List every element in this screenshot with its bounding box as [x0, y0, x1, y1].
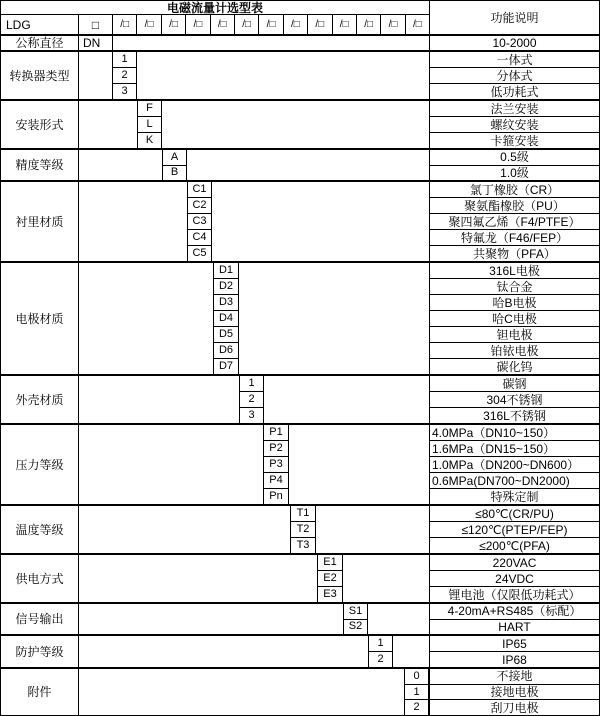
code-column [213, 263, 239, 374]
header-left [1, 1, 429, 34]
code-cell: 1 [405, 685, 428, 701]
category-label: 压力等级 [1, 425, 79, 504]
function-column-header: 功能说明 [429, 1, 599, 34]
function-cell: 316L不锈钢 [483, 408, 546, 423]
code-area [79, 555, 429, 602]
function-cell: 碳钢 [430, 376, 599, 392]
function-column [429, 555, 599, 602]
function-cell: 316L电极 [430, 263, 599, 279]
code-slot-6: /□ [235, 15, 259, 34]
band-accuracy [1, 148, 599, 180]
code-slot-5: /□ [211, 15, 235, 34]
code-cell: T1 [291, 506, 315, 522]
category-label: 信号输出 [1, 604, 79, 634]
code-cell: C5 [192, 247, 207, 259]
spacer [113, 36, 429, 50]
code-area [79, 604, 429, 634]
function-cell: 碳化钨 [496, 359, 533, 374]
category-label: 附件 [1, 669, 79, 715]
function-cell: 锂电池（仅限低功耗式） [448, 587, 581, 602]
function-cell: IP65 [430, 636, 599, 652]
code-cell: 2 [377, 653, 384, 665]
band-power-supply [1, 553, 599, 602]
code-cell: C2 [188, 198, 211, 214]
function-cell: 法兰安装 [430, 101, 599, 117]
function-cell: 铂铱电极 [430, 343, 599, 359]
code-column [404, 669, 429, 715]
code-cell: P2 [264, 441, 288, 457]
function-cell: 1.6MPa（DN15~150） [430, 441, 599, 457]
function-cell: 10-2000 [492, 36, 537, 50]
category-label: 转换器类型 [1, 52, 79, 99]
band-housing-material [1, 374, 599, 423]
band-liner-material [1, 180, 599, 261]
code-cell: 2 [413, 701, 420, 714]
code-slot-11: /□ [357, 15, 381, 34]
function-cell: 接地电极 [430, 685, 599, 701]
code-cell: A [163, 150, 186, 166]
category-label: 电极材质 [1, 263, 79, 374]
code-cell: DN [79, 36, 113, 50]
code-area [79, 52, 429, 99]
code-area [79, 101, 429, 148]
code-column [112, 52, 137, 99]
code-cell: D7 [218, 360, 234, 372]
function-cell: 哈B电极 [430, 295, 599, 311]
function-cell: 0.5级 [430, 150, 599, 166]
function-cell: 刮刀电极 [490, 700, 539, 715]
code-cell: C4 [188, 230, 211, 246]
code-cell: 1 [369, 636, 392, 652]
function-column [429, 101, 599, 148]
category-label: 外壳材质 [1, 376, 79, 423]
code-column [368, 636, 393, 667]
function-cell: 0.6MPa(DN700~DN2000) [430, 473, 599, 489]
code-cell: E1 [318, 555, 342, 571]
code-column [187, 182, 212, 261]
function-cell: 低功耗式 [490, 84, 539, 99]
code-slot-10: /□ [333, 15, 357, 34]
function-cell: 304不锈钢 [430, 392, 599, 408]
code-cell: B [170, 166, 179, 179]
code-cell: T3 [296, 539, 310, 551]
function-cell: 4.0MPa（DN10~150） [430, 425, 599, 441]
code-cell: E3 [323, 588, 337, 600]
function-column [429, 52, 599, 99]
code-slot-1: /□ [113, 15, 137, 34]
code-cell: 3 [248, 409, 255, 421]
code-slot-8: /□ [284, 15, 308, 34]
code-area [79, 425, 429, 504]
function-column [429, 604, 599, 634]
code-cell: C1 [188, 182, 211, 198]
band-pressure-rating [1, 423, 599, 504]
function-cell: 分体式 [430, 68, 599, 84]
code-cell: 1 [113, 52, 136, 68]
code-column [317, 555, 343, 602]
code-area [79, 263, 429, 374]
function-column [429, 36, 599, 50]
function-column [429, 636, 599, 667]
category-label: 衬里材质 [1, 182, 79, 261]
function-cell: HART [498, 619, 531, 634]
function-column [429, 150, 599, 180]
band-temperature-rating [1, 504, 599, 553]
function-column [429, 376, 599, 423]
function-cell: 220VAC [430, 555, 599, 571]
band-accessories [1, 667, 599, 715]
code-area [79, 376, 429, 423]
code-slot-2: /□ [137, 15, 161, 34]
header-band [1, 1, 599, 34]
function-cell: 哈C电极 [430, 311, 599, 327]
code-slot-12: /□ [381, 15, 405, 34]
band-converter-type [1, 50, 599, 99]
function-cell: 特殊定制 [490, 489, 539, 504]
code-cell: 2 [113, 68, 136, 84]
function-cell: 24VDC [430, 571, 599, 587]
band-signal-output [1, 602, 599, 634]
category-label: 供电方式 [1, 555, 79, 602]
code-column [162, 150, 187, 180]
category-label: 温度等级 [1, 506, 79, 553]
code-cell: C3 [188, 214, 211, 230]
category-label: 精度等级 [1, 150, 79, 180]
function-cell: 4-20mA+RS485（标配） [430, 604, 599, 620]
code-cell: E2 [318, 571, 342, 587]
code-column [343, 604, 368, 634]
code-cell: 0 [405, 669, 428, 685]
function-cell: 钽电极 [430, 327, 599, 343]
function-cell: 1.0级 [500, 165, 529, 180]
band-install-type [1, 99, 599, 148]
function-cell: 卡箍安装 [490, 133, 539, 148]
code-slot-9: /□ [308, 15, 332, 34]
code-slot-7: /□ [259, 15, 283, 34]
function-cell: 钛合金 [430, 279, 599, 295]
code-cell: P3 [264, 457, 288, 473]
code-area [79, 506, 429, 553]
model-code-row [1, 15, 429, 34]
function-cell: 1.0MPa（DN200~DN600） [430, 457, 599, 473]
function-column [429, 182, 599, 261]
code-cell: S2 [348, 620, 363, 633]
code-column [290, 506, 316, 553]
code-area [79, 636, 429, 667]
code-cell: D4 [214, 311, 238, 327]
code-cell: D5 [214, 327, 238, 343]
band-nominal-diameter [1, 34, 599, 50]
function-column [429, 263, 599, 374]
code-area [79, 669, 429, 715]
function-cell: ≤120℃(PTEP/FEP) [430, 522, 599, 538]
code-cell: T2 [291, 522, 315, 538]
code-column [239, 376, 264, 423]
code-cell: Pn [269, 490, 283, 502]
code-slot-4: /□ [186, 15, 210, 34]
function-column [429, 425, 599, 504]
code-column [263, 425, 289, 504]
code-cell: D6 [214, 343, 238, 359]
code-column [137, 101, 162, 148]
code-cell: D3 [214, 295, 238, 311]
function-cell: 共聚物（PFA） [473, 246, 556, 261]
function-cell: IP68 [502, 652, 527, 667]
code-area [79, 182, 429, 261]
function-cell: 聚氨酯橡胶（PU） [430, 198, 599, 214]
code-area [79, 150, 429, 180]
function-cell: 不接地 [430, 669, 599, 685]
band-protection-rating [1, 634, 599, 667]
function-cell: 特氟龙（F46/FEP） [430, 230, 599, 246]
code-cell: F [138, 101, 161, 117]
code-cell: S1 [344, 604, 367, 620]
code-cell: 2 [240, 392, 263, 408]
function-column [429, 506, 599, 553]
category-label: 安装形式 [1, 101, 79, 148]
code-cell: 3 [121, 85, 128, 97]
code-cell: D1 [214, 263, 238, 279]
function-cell: ≤80℃(CR/PU) [430, 506, 599, 522]
function-cell: ≤200℃(PFA) [479, 538, 550, 553]
code-slot-3: /□ [162, 15, 186, 34]
model-prefix: LDG [1, 15, 79, 34]
code-cell: 1 [240, 376, 263, 392]
code-slot-13: /□ [412, 18, 422, 30]
function-cell: 氯丁橡胶（CR） [430, 182, 599, 198]
code-cell: P1 [264, 425, 288, 441]
function-cell: 聚四氟乙烯（F4/PTFE） [430, 214, 599, 230]
band-electrode-material [1, 261, 599, 374]
function-cell: 一体式 [430, 52, 599, 68]
page-title: 电磁流量计选型表 [1, 1, 429, 15]
code-cell: P4 [264, 473, 288, 489]
category-label: 防护等级 [1, 636, 79, 667]
code-cell: D2 [214, 279, 238, 295]
function-column [429, 669, 599, 715]
function-cell: 螺纹安装 [430, 117, 599, 133]
code-cell: K [145, 134, 154, 146]
category-label: 公称直径 [1, 36, 79, 50]
code-cell: L [138, 117, 161, 133]
code-box-blank: □ [79, 15, 113, 34]
